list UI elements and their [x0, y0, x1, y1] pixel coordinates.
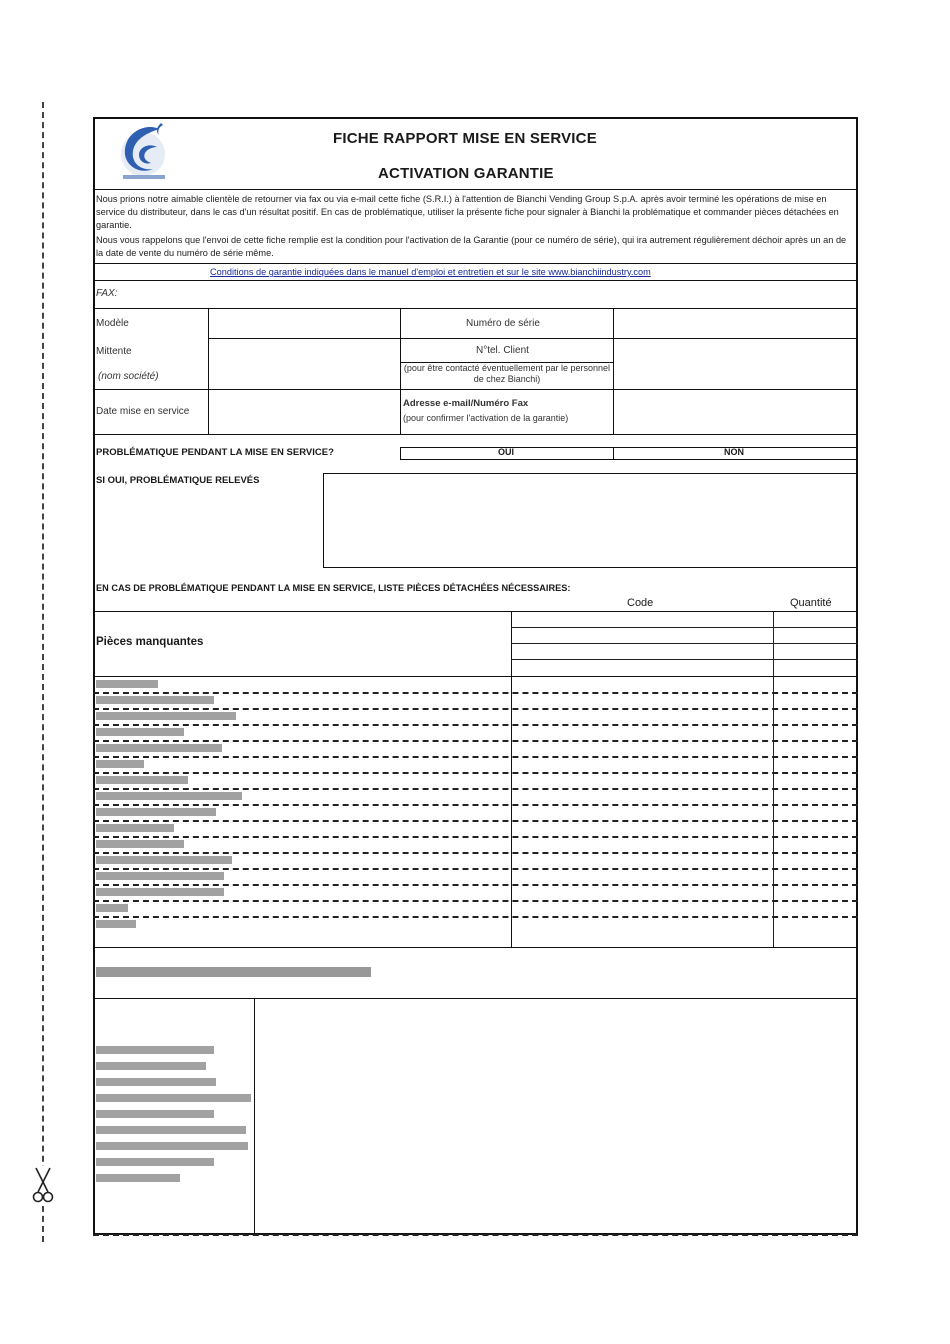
modele-input[interactable] [208, 308, 401, 339]
divider [93, 263, 858, 264]
parts-row-label-illegible [96, 920, 136, 928]
intro-paragraph-1: Nous prions notre aimable clientèle de retourner via fax ou via e-mail cette fiche (S.R.I.) à l'attention de Bianchi Vending Group S.p.A. après avoir terminé les opérations de mise en service du distributeur, dans le cas d'un résultat positif. En cas de problématique, utiliser la présente fiche pour signaler à Bianchi la problématique et commander pièces détachées en garantie. [96, 194, 839, 230]
intro-paragraph-2: Nous vous rappelons que l'envoi de cette fiche remplie est la condition pour l'activation de la Garantie (pour ce numéro de série), qui ira autrement régulièrement déchoir après un an de la date de vente du numéro de série même. [96, 235, 847, 258]
parts-row-label-illegible [96, 824, 174, 832]
parts-row[interactable] [93, 820, 858, 836]
parts-row[interactable] [93, 756, 858, 772]
form-title: FICHE RAPPORT MISE EN SERVICE [333, 130, 597, 147]
nom-societe-label: (nom société) [98, 371, 159, 382]
bottom-cut-line [93, 1234, 858, 1236]
si-oui-label: SI OUI, PROBLÉMATIQUE RELEVÉS [96, 475, 260, 486]
date-mise-input[interactable] [208, 389, 401, 435]
parts-heading: EN CAS DE PROBLÉMATIQUE PENDANT LA MISE EN SERVICE, LISTE PIÈCES DÉTACHÉES NÉCESSAIRES: [96, 583, 571, 593]
parts-row[interactable] [93, 836, 858, 852]
scissors-icon [30, 1166, 56, 1206]
parts-row-label-illegible [96, 776, 188, 784]
divider [93, 947, 858, 948]
date-mise-label: Date mise en service [96, 406, 190, 417]
parts-row[interactable] [93, 676, 858, 692]
parts-row-label-illegible [96, 744, 222, 752]
mittente-input[interactable] [208, 338, 401, 390]
parts-row-label-illegible [96, 808, 216, 816]
tel-client-label: N°tel. Client [476, 345, 529, 356]
email-fax-note: (pour confirmer l'activation de la garantie) [403, 413, 569, 423]
email-fax-label: Adresse e-mail/Numéro Fax [403, 398, 529, 409]
parts-row-label-illegible [96, 680, 158, 688]
divider [93, 280, 858, 281]
parts-row[interactable] [93, 900, 858, 916]
remarks-heading-illegible [96, 965, 371, 979]
form-subtitle: ACTIVATION GARANTIE [378, 165, 554, 182]
parts-row-label-illegible [96, 760, 144, 768]
parts-row-label-illegible [96, 856, 232, 864]
mittente-label: Mittente [96, 346, 132, 357]
divider [511, 659, 858, 660]
modele-label: Modèle [96, 318, 129, 329]
divider [93, 998, 858, 999]
cut-line [42, 102, 44, 1242]
parts-row[interactable] [93, 772, 858, 788]
numero-serie-input[interactable] [613, 308, 858, 339]
parts-row-label-illegible [96, 712, 236, 720]
divider [93, 611, 858, 612]
quantite-column-header: Quantité [790, 597, 832, 609]
remarks-input[interactable] [256, 1000, 856, 1232]
tel-client-input[interactable] [613, 338, 858, 390]
problem-question: PROBLÉMATIQUE PENDANT LA MISE EN SERVICE? [96, 447, 334, 458]
numero-serie-label: Numéro de série [466, 318, 540, 329]
fax-label: FAX: [96, 288, 118, 299]
parts-row-label-illegible [96, 904, 128, 912]
pieces-manquantes-label: Pièces manquantes [96, 636, 204, 648]
parts-row-label-illegible [96, 728, 184, 736]
email-fax-input[interactable] [613, 389, 858, 435]
parts-row-label-illegible [96, 840, 184, 848]
divider [93, 189, 858, 190]
bianchi-logo-icon [113, 121, 177, 183]
divider [93, 434, 858, 435]
parts-row[interactable] [93, 916, 858, 932]
parts-row-label-illegible [96, 696, 214, 704]
divider [254, 998, 255, 1234]
divider [511, 627, 858, 628]
non-label: NON [724, 447, 744, 457]
problem-description-input[interactable] [323, 473, 858, 568]
oui-label: OUI [498, 447, 515, 457]
conditions-link[interactable]: Conditions de garantie indiquées dans le manuel d'emploi et entretien et sur le site www.bianchiindustry.com [210, 267, 651, 277]
remarks-note-illegible [96, 1044, 251, 1189]
parts-row-label-illegible [96, 792, 242, 800]
tel-client-note: (pour être contacté éventuellement par le personnel de chez Bianchi) [403, 363, 611, 384]
parts-row-label-illegible [96, 872, 224, 880]
code-column-header: Code [627, 597, 654, 609]
divider [511, 643, 858, 644]
parts-row-label-illegible [96, 888, 224, 896]
parts-row[interactable] [93, 724, 858, 740]
